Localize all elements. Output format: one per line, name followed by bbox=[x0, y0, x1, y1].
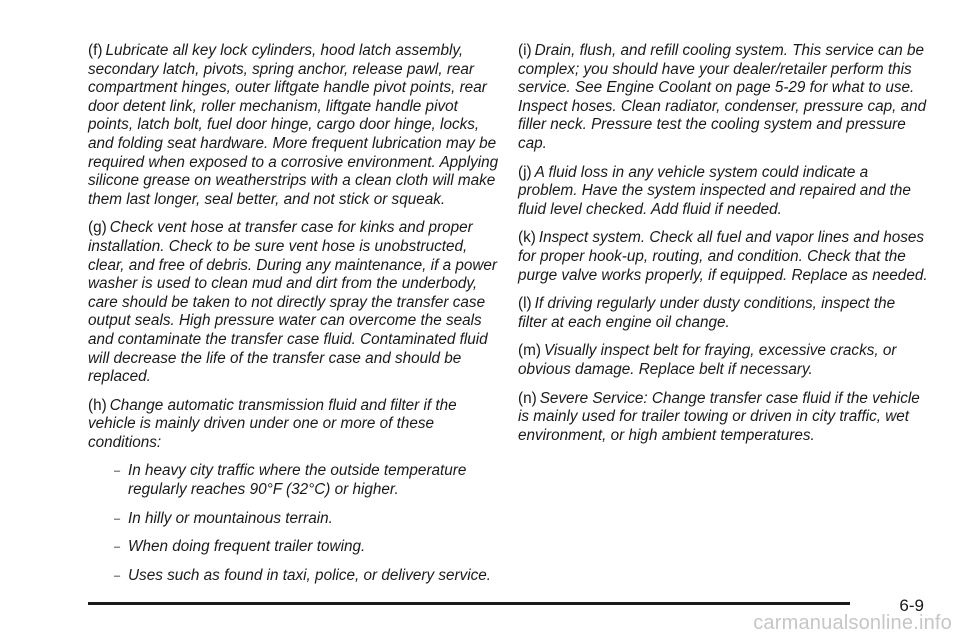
note-f-tag: (f) bbox=[88, 42, 103, 59]
note-l-text: If driving regularly under dusty conditions, inspect the filter at each engine oil change. bbox=[518, 295, 896, 331]
watermark: carmanualsonline.info bbox=[753, 612, 952, 634]
note-m bbox=[518, 342, 928, 379]
note-k-tag: (k) bbox=[518, 229, 536, 247]
note-l-tag: (l) bbox=[518, 295, 532, 313]
note-j-tag: (j) bbox=[518, 163, 532, 181]
dash-marker: – bbox=[114, 569, 121, 582]
note-g bbox=[88, 219, 506, 386]
note-k bbox=[518, 229, 928, 285]
note-i bbox=[518, 42, 928, 154]
note-n bbox=[518, 390, 928, 446]
list-item bbox=[114, 462, 506, 499]
note-h-text: Change automatic transmission fluid and filter if the vehicle is mainly driven under one or more of these conditions: bbox=[88, 396, 457, 451]
list-item bbox=[114, 538, 506, 557]
list-item-text: In hilly or mountainous terrain. bbox=[128, 509, 333, 527]
note-f bbox=[88, 42, 506, 209]
list-item-text: In heavy city traffic where the outside temperature regularly reaches 90°F (32°C) or higher. bbox=[128, 462, 467, 499]
note-n-tag: (n) bbox=[518, 389, 537, 407]
note-g-text: Check vent hose at transfer case for kinks and proper installation. Check to be sure vent hose is unobstructed, clear, and free of debris. During any maintenance, if a power washer is used to clean mud and dirt from the underbody, care should be taken to not directly spray the transfer case output seals. High pressure water can overcome the seals and contaminate the transfer case fluid. Contaminated fluid will decrease the life of the transfer case and should be replaced. bbox=[88, 219, 497, 386]
note-m-tag: (m) bbox=[518, 342, 541, 360]
dash-marker: – bbox=[114, 541, 121, 554]
note-n-text: Severe Service: Change transfer case fluid if the vehicle is mainly used for trailer towing or driven in city traffic, wet environment, or high ambient temperatures. bbox=[518, 389, 920, 444]
note-i-tag: (i) bbox=[518, 42, 532, 59]
page-number: 6-9 bbox=[899, 596, 924, 615]
right-column bbox=[518, 42, 928, 455]
dash-marker: – bbox=[114, 465, 121, 478]
note-f-text: Lubricate all key lock cylinders, hood latch assembly, secondary latch, pivots, spring anchor, release pawl, rear compartment hinges, outer liftgate handle pivot points, rear door detent link, roller mechanism, liftgate handle pivot points, latch bolt, fuel door hinge, cargo door hinge, locks, and folding seat hardware. More frequent lubrication may be required when exposed to a corrosive environment. Applying silicone grease on weatherstrips with a clean cloth will make them last longer, seal better, and not stick or squeak. bbox=[88, 42, 499, 208]
note-g-tag: (g) bbox=[88, 219, 107, 237]
list-item bbox=[114, 510, 506, 529]
left-column bbox=[88, 42, 506, 595]
note-l bbox=[518, 295, 928, 332]
note-j-text: A fluid loss in any vehicle system could indicate a problem. Have the system inspected and repaired and the fluid level checked. Add fluid if needed. bbox=[518, 163, 911, 218]
list-item bbox=[114, 567, 506, 586]
conditions-list bbox=[88, 462, 506, 585]
note-k-text: Inspect system. Check all fuel and vapor lines and hoses for proper hook-up, routing, and condition. Check that the purge valve works properly, if equipped. Replace as needed. bbox=[518, 229, 928, 284]
list-item-text: When doing frequent trailer towing. bbox=[128, 538, 366, 556]
note-h bbox=[88, 397, 506, 453]
note-j bbox=[518, 164, 928, 220]
note-i-text: Drain, flush, and refill cooling system. This service can be complex; you should have your dealer/retailer perform this service. See Engine Coolant on page 5-29 for what to use. Inspect hoses. Clean radiator, condenser, pressure cap, and filler neck. Pressure test the cooling system and pressure cap. bbox=[518, 42, 927, 152]
note-m-text: Visually inspect belt for fraying, excessive cracks, or obvious damage. Replace belt if necessary. bbox=[518, 342, 897, 378]
footer-rule bbox=[88, 602, 850, 605]
list-item-text: Uses such as found in taxi, police, or delivery service. bbox=[128, 566, 492, 584]
dash-marker: – bbox=[114, 512, 121, 525]
note-h-tag: (h) bbox=[88, 396, 107, 414]
